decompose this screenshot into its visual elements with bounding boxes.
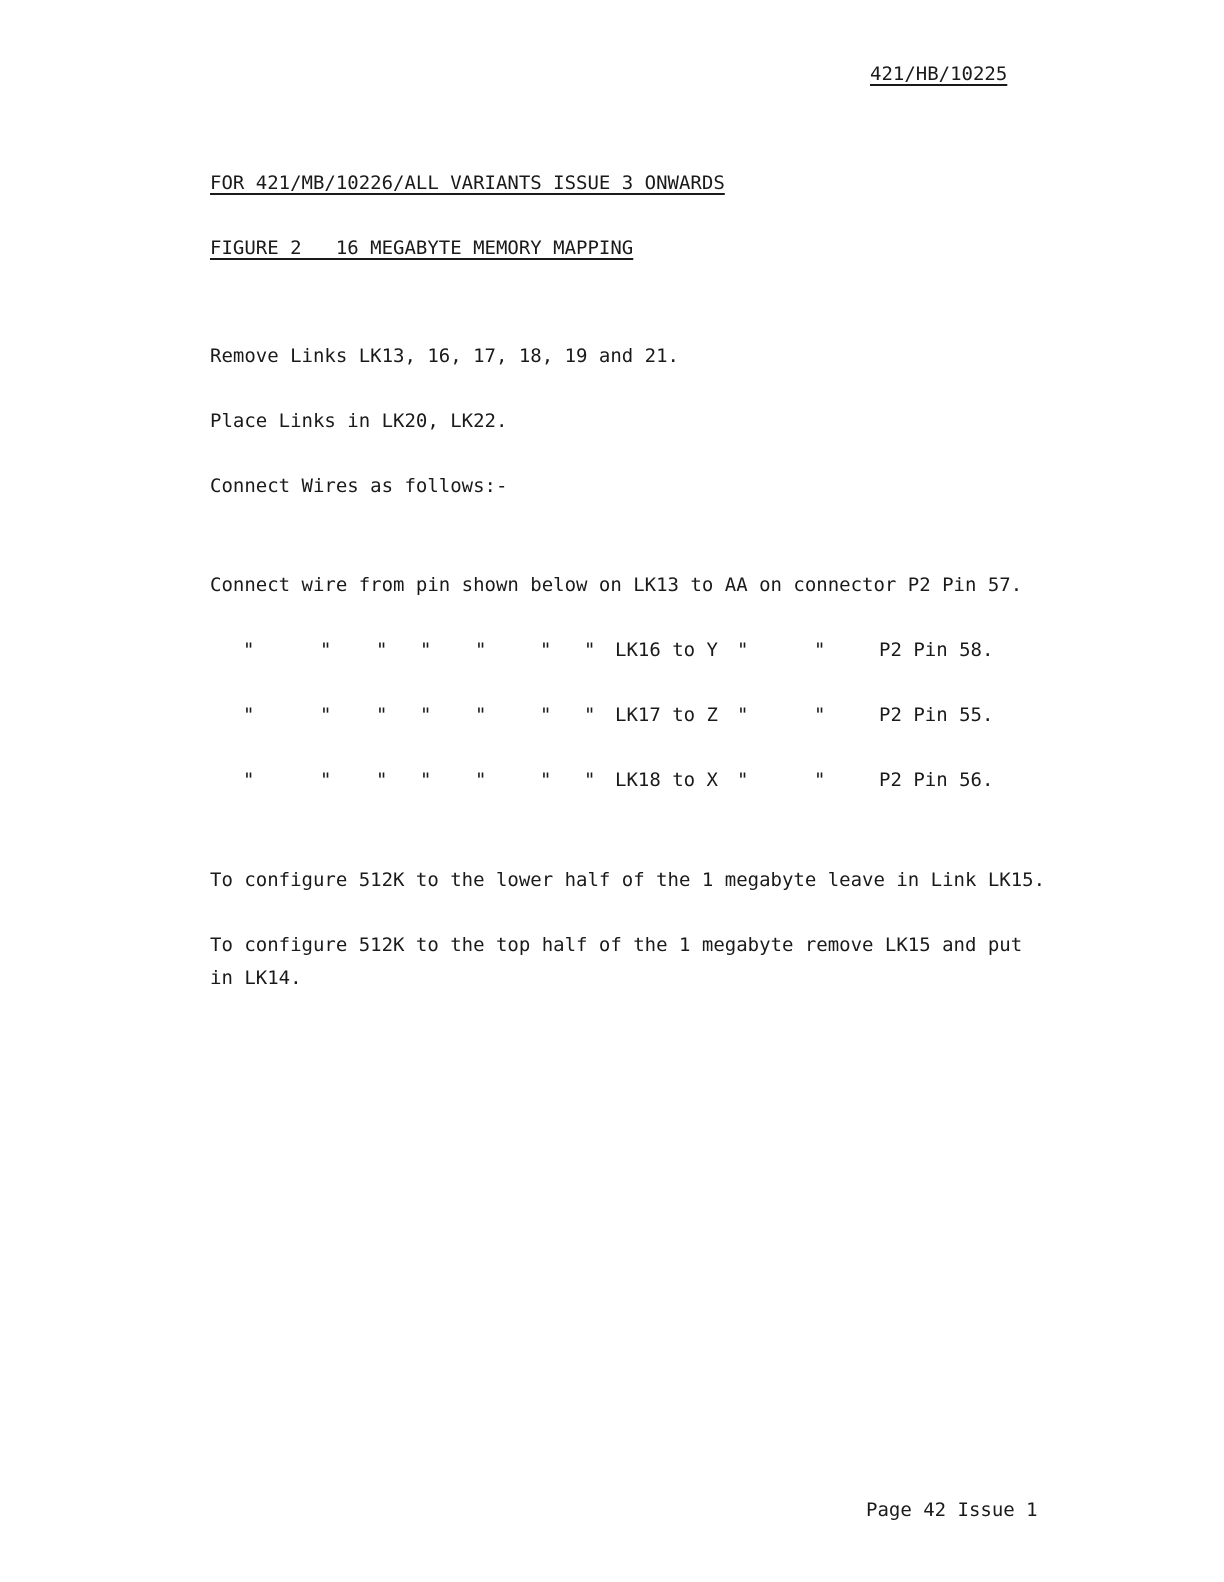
- figure-title: FIGURE 2 16 MEGABYTE MEMORY MAPPING: [210, 237, 634, 259]
- ditto-mark: ": [320, 639, 332, 661]
- wiring-row: [0, 768, 1224, 792]
- page-footer: Page 42 Issue 1: [866, 1499, 1038, 1521]
- ditto-mark: ": [475, 639, 487, 661]
- wiring-row: [0, 638, 1224, 662]
- ditto-mark: ": [540, 704, 552, 726]
- ditto-mark: ": [584, 769, 596, 791]
- ditto-mark: ": [540, 769, 552, 791]
- applicability-heading: FOR 421/MB/10226/ALL VARIANTS ISSUE 3 ONWARDS: [210, 172, 725, 194]
- ditto-mark: ": [320, 769, 332, 791]
- ditto-mark: ": [540, 639, 552, 661]
- ditto-mark: ": [584, 704, 596, 726]
- configure-top-half-line2: in LK14.: [210, 967, 302, 989]
- wiring-row: [0, 703, 1224, 727]
- ditto-mark: ": [737, 769, 749, 791]
- ditto-mark: ": [420, 769, 432, 791]
- ditto-mark: ": [814, 704, 826, 726]
- configure-lower-half: To configure 512K to the lower half of the 1 megabyte leave in Link LK15.: [210, 869, 1046, 891]
- configure-top-half-line1: To configure 512K to the top half of the 1 megabyte remove LK15 and put: [210, 934, 1023, 956]
- ditto-mark: ": [420, 704, 432, 726]
- ditto-mark: ": [475, 769, 487, 791]
- wiring-pin: P2 Pin 56.: [879, 769, 994, 791]
- ditto-mark: ": [584, 639, 596, 661]
- ditto-mark: ": [737, 639, 749, 661]
- wiring-link: LK17 to Z: [615, 704, 718, 726]
- document-reference: 421/HB/10225: [870, 63, 1008, 85]
- wiring-pin: P2 Pin 58.: [879, 639, 994, 661]
- ditto-mark: ": [475, 704, 487, 726]
- ditto-mark: ": [420, 639, 432, 661]
- ditto-mark: ": [376, 639, 388, 661]
- ditto-mark: ": [737, 704, 749, 726]
- ditto-mark: ": [814, 769, 826, 791]
- ditto-mark: ": [243, 639, 255, 661]
- remove-links-instruction: Remove Links LK13, 16, 17, 18, 19 and 21.: [210, 345, 679, 367]
- ditto-mark: ": [376, 704, 388, 726]
- connect-wires-intro: Connect Wires as follows:-: [210, 475, 508, 497]
- ditto-mark: ": [814, 639, 826, 661]
- ditto-mark: ": [243, 704, 255, 726]
- wiring-link: LK16 to Y: [615, 639, 718, 661]
- wiring-link: LK18 to X: [615, 769, 718, 791]
- wiring-first-line: Connect wire from pin shown below on LK13 to AA on connector P2 Pin 57.: [210, 574, 1023, 596]
- wiring-pin: P2 Pin 55.: [879, 704, 994, 726]
- place-links-instruction: Place Links in LK20, LK22.: [210, 410, 508, 432]
- ditto-mark: ": [376, 769, 388, 791]
- ditto-mark: ": [320, 704, 332, 726]
- ditto-mark: ": [243, 769, 255, 791]
